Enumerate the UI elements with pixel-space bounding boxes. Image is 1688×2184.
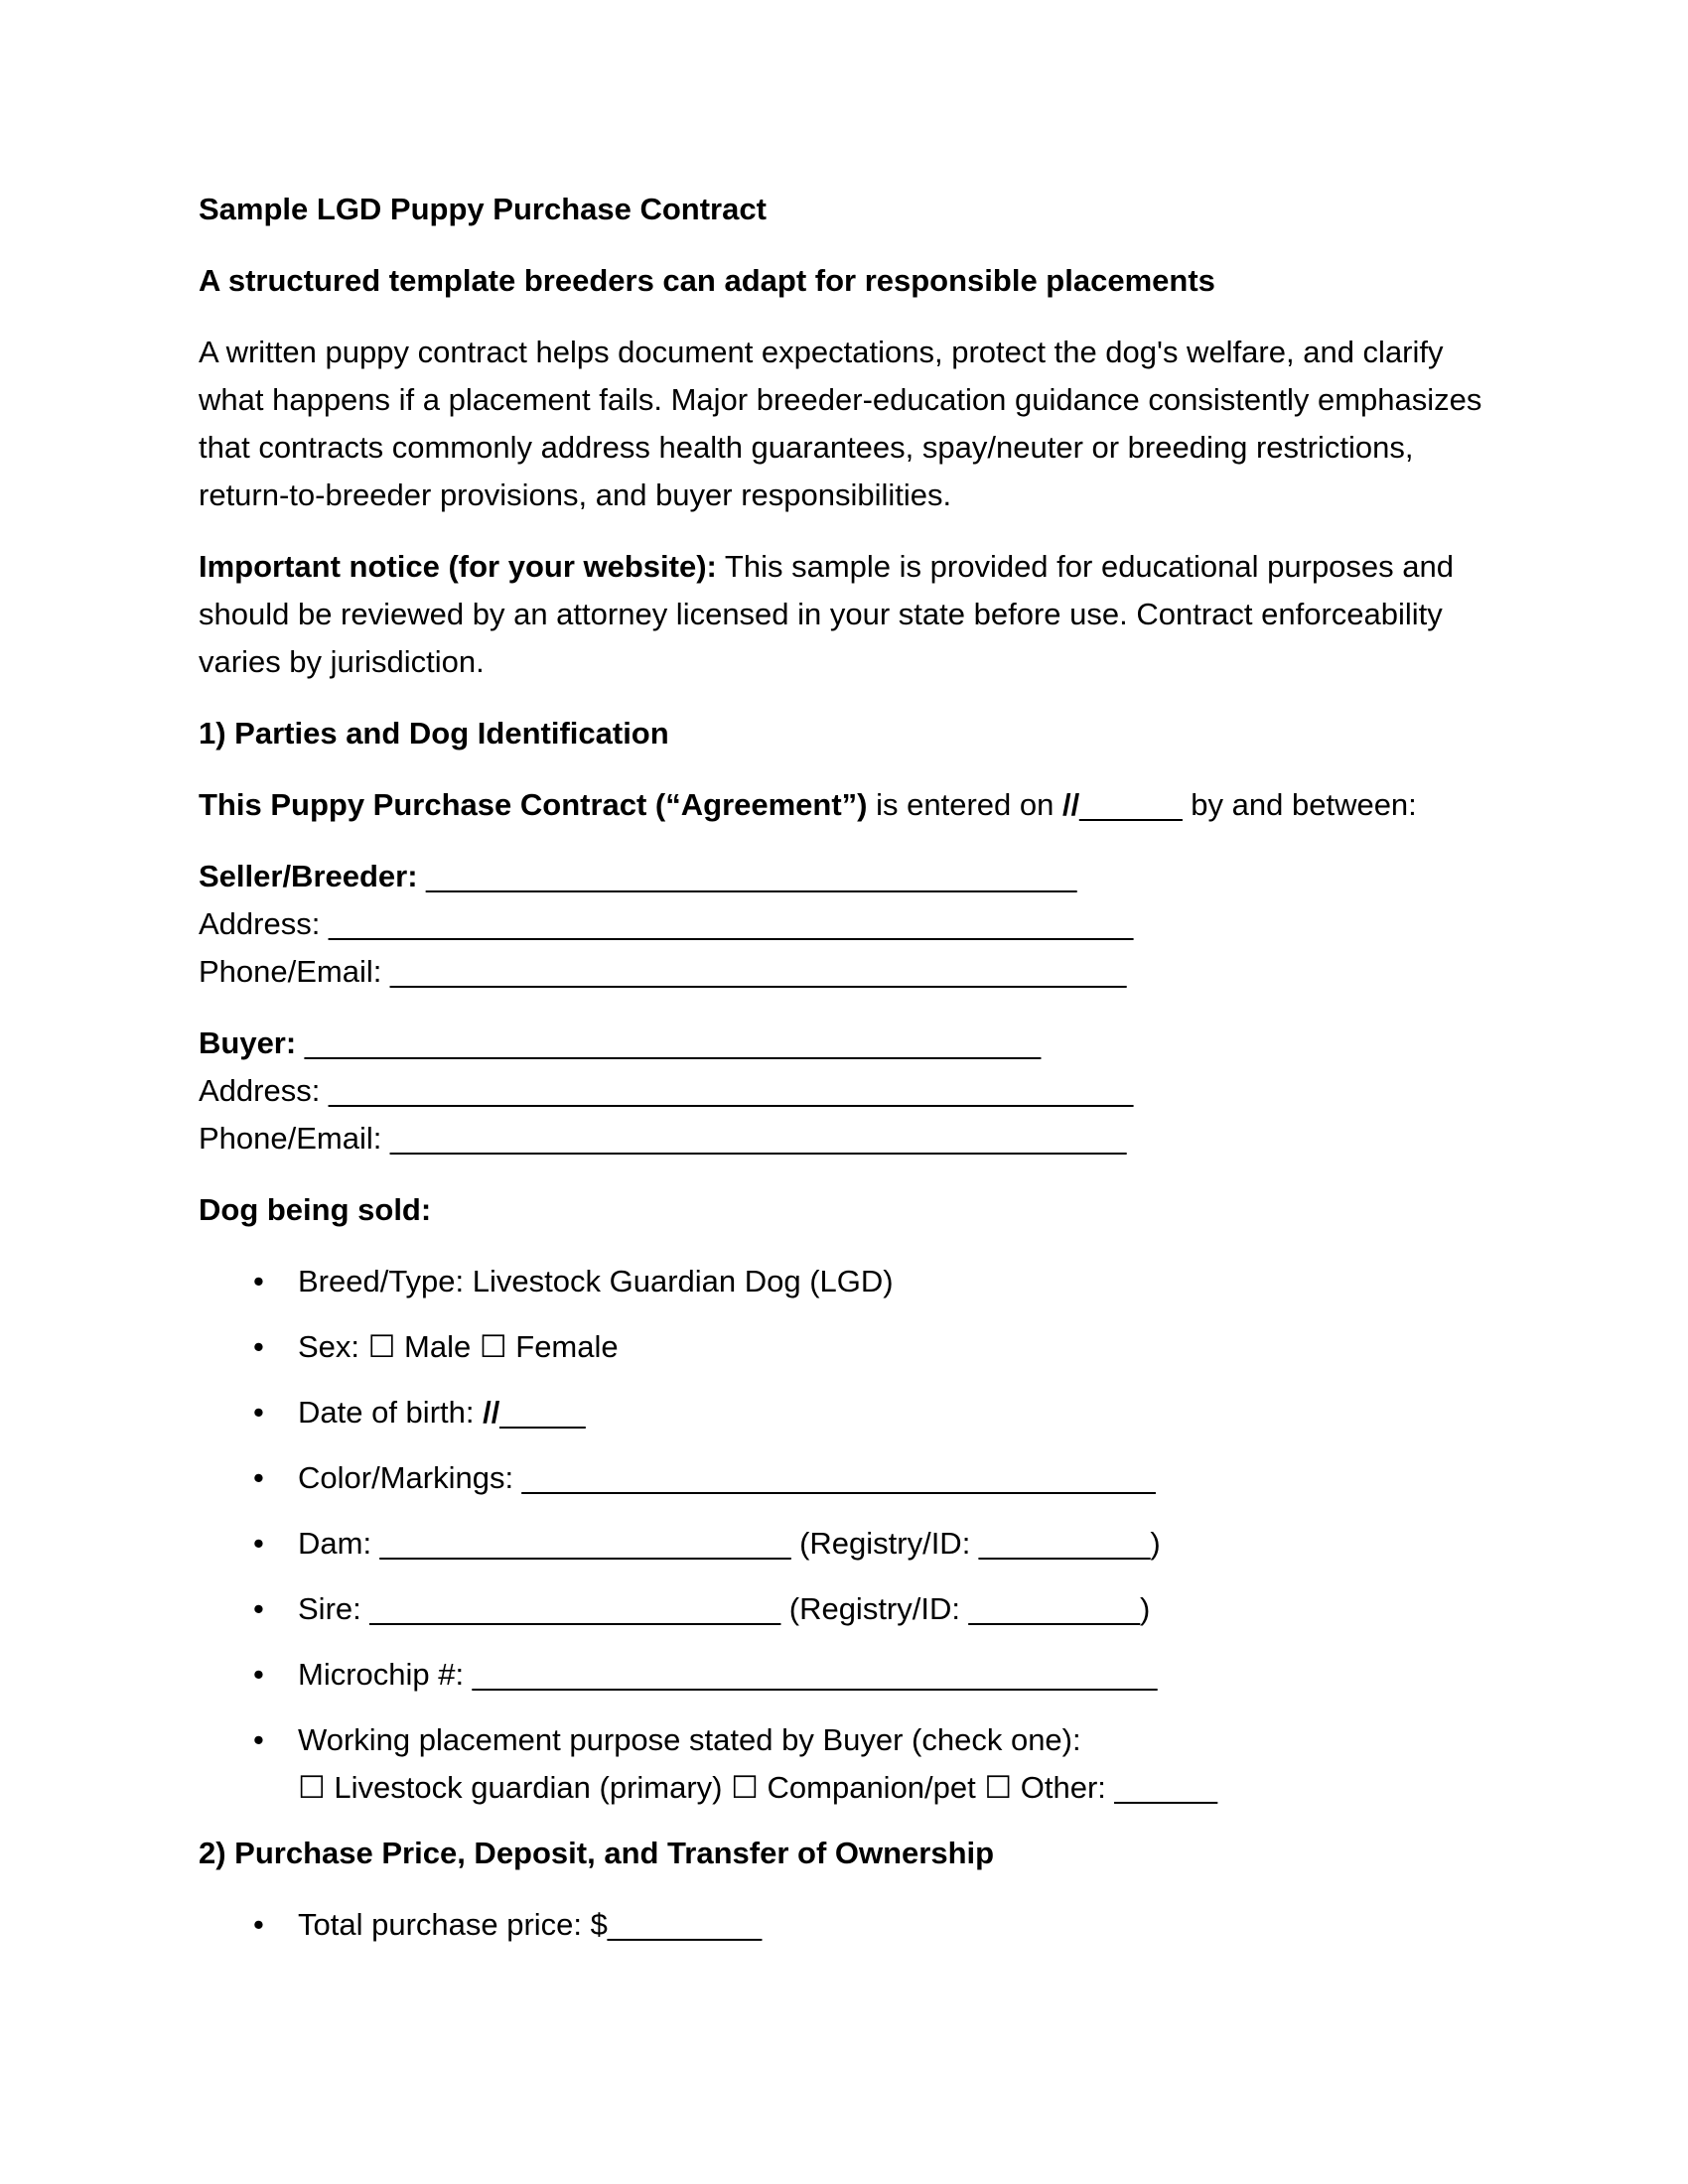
color-markings-text: Color/Markings: _____________________________________ (298, 1460, 1156, 1495)
dam-text: Dam: ________________________ (Registry/ID: __________) (298, 1526, 1161, 1561)
seller-address-line (199, 900, 1489, 948)
important-notice-label: Important notice (for your website): (199, 549, 717, 584)
buyer-phone-blank: ___________________________________________ (381, 1121, 1127, 1156)
document-title: Sample LGD Puppy Purchase Contract (199, 192, 767, 226)
buyer-address-label: Address: (199, 1073, 321, 1108)
purchase-price-list (199, 1901, 1489, 1949)
dob-label: Date of birth: (298, 1395, 484, 1430)
buyer-address-line (199, 1067, 1489, 1115)
seller-label: Seller/Breeder: (199, 859, 418, 893)
seller-phone-label: Phone/Email: (199, 954, 382, 989)
microchip-text: Microchip #: ________________________________________ (298, 1657, 1158, 1692)
agreement-tail: by and between: (1182, 787, 1417, 822)
agreement-line (199, 781, 1489, 829)
dog-being-sold-heading: Dog being sold: (199, 1192, 432, 1227)
list-item-sex (199, 1323, 1489, 1371)
section-1-heading: 1) Parties and Dog Identification (199, 716, 669, 751)
buyer-phone-line (199, 1115, 1489, 1162)
dog-details-list (199, 1258, 1489, 1812)
seller-phone-blank: ___________________________________________ (381, 954, 1127, 989)
list-item-dam (199, 1520, 1489, 1568)
seller-address-label: Address: (199, 906, 321, 941)
sire-text: Sire: ________________________ (Registry/ID: __________) (298, 1591, 1151, 1626)
working-placement-line2: ☐ Livestock guardian (primary) ☐ Companion/pet ☐ Other: ______ (298, 1770, 1217, 1805)
buyer-block (199, 1020, 1489, 1162)
working-placement-line1: • Working placement purpose stated by Buyer (check one): (298, 1722, 1081, 1757)
dob-slashes: // (483, 1395, 500, 1430)
document-subtitle: A structured template breeders can adapt for responsible placements (199, 263, 1215, 298)
total-price-text: Total purchase price: $_________ (298, 1907, 763, 1942)
list-item-color-markings (199, 1454, 1489, 1502)
breed-text: Breed/Type: Livestock Guardian Dog (LGD) (298, 1264, 894, 1298)
sex-text: Sex: ☐ Male ☐ Female (298, 1329, 619, 1364)
dob-blank: _____ (499, 1395, 586, 1430)
buyer-name-blank: ___________________________________________ (296, 1025, 1042, 1060)
list-item-sire (199, 1585, 1489, 1633)
important-notice-text: This sample is provided for educational purposes and should be reviewed by an attorney licensed in your state before use. Contract enforceability varies by jurisdiction. (199, 549, 1454, 679)
list-item-working-placement (199, 1716, 1489, 1812)
list-item-breed (199, 1258, 1489, 1305)
seller-address-blank: _______________________________________________ (320, 906, 1134, 941)
agreement-date-blank: ______ (1079, 787, 1183, 822)
section-2-heading: 2) Purchase Price, Deposit, and Transfer of Ownership (199, 1836, 995, 1870)
agreement-date-slashes: // (1061, 787, 1080, 822)
intro-paragraph: A written puppy contract helps document expectations, protect the dog's welfare, and clarify what happens if a placement fails. Major breeder-education guidance consistently emphasizes that contracts commonly address health guarantees, spay/neuter or breeding restrictions, return-to-breeder provisions, and buyer responsibilities. (199, 335, 1482, 512)
buyer-phone-label: Phone/Email: (199, 1121, 382, 1156)
buyer-name-line (199, 1020, 1489, 1067)
agreement-mid: is entered on (867, 787, 1062, 822)
agreement-lead: This Puppy Purchase Contract (“Agreement”) (199, 787, 868, 822)
buyer-label: Buyer: (199, 1025, 297, 1060)
list-item-microchip (199, 1651, 1489, 1699)
list-item-date-of-birth (199, 1389, 1489, 1436)
important-notice (199, 543, 1489, 686)
seller-block (199, 853, 1489, 996)
seller-name-line (199, 853, 1489, 900)
list-item-total-price (199, 1901, 1489, 1949)
seller-name-blank: ______________________________________ (417, 859, 1077, 893)
seller-phone-line (199, 948, 1489, 996)
buyer-address-blank: _______________________________________________ (320, 1073, 1134, 1108)
